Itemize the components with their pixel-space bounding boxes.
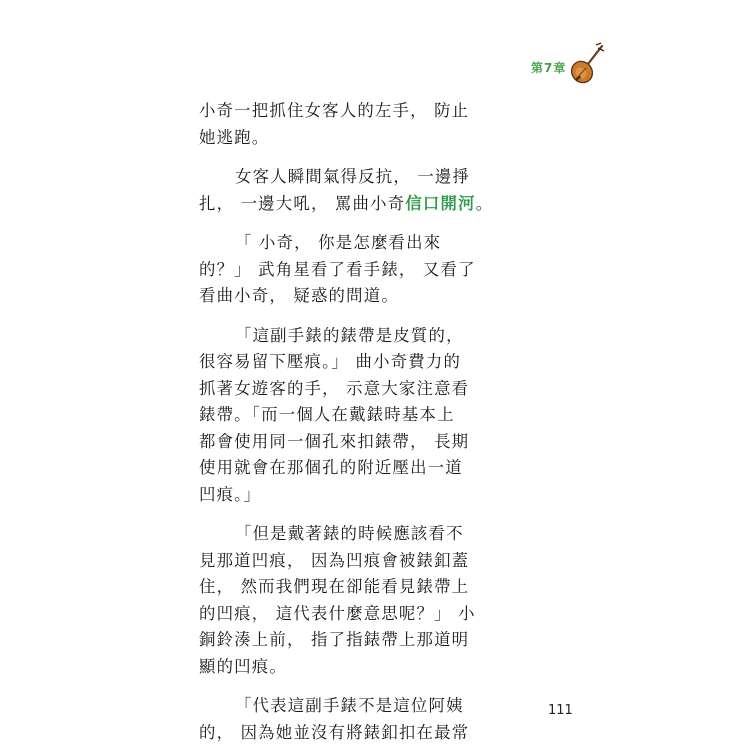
paragraph	[199, 230, 579, 310]
text-line: 的， 因為她並沒有將錶釦扣在最常	[199, 722, 470, 742]
text-line: 顯的凹痕。	[199, 656, 287, 676]
text-line: 使用就會在那個孔的附近壓出一道	[199, 458, 463, 477]
text-line: 很容易留下壓痕。」 曲小奇費力的	[199, 352, 462, 371]
text-line: 錶帶。「而一個人在戴錶時基本上	[199, 405, 455, 424]
paragraph	[199, 98, 579, 151]
text-line: 銅鈴湊上前， 指了指錶帶上那道明	[199, 630, 470, 649]
text-line: 「這副手錶的錶帶是皮質的，	[235, 325, 464, 345]
text-line: 女客人瞬間氣得反抗， 一邊掙	[235, 167, 471, 186]
text-line: 的？」 武角星看了看手錶， 又看了	[199, 259, 476, 279]
paragraph	[199, 164, 579, 217]
text-line: 「 小奇， 你是怎麼看出來	[235, 233, 442, 252]
text-line: 住， 然而我們現在卻能看見錶帶上	[199, 577, 470, 596]
text-line: 看曲小奇， 疑惑的問道。	[199, 286, 399, 305]
text-line: 抓著女遊客的手， 示意大家注意看	[199, 378, 470, 398]
paragraph	[199, 693, 579, 746]
text-line: 「但是戴著錶的時候應該看不	[235, 524, 464, 543]
chapter-tab: 第7章	[531, 61, 567, 75]
text-line: 的凹痕， 這代表什麼意思呢？」 小	[199, 603, 476, 623]
text-line: 她逃跑。	[199, 127, 270, 147]
paragraph	[199, 521, 579, 680]
story-text	[199, 98, 579, 746]
text-segment: 扎， 一邊大吼， 罵曲小奇	[199, 193, 406, 213]
highlighted-idiom: 信口開河	[405, 193, 476, 213]
text-line	[199, 191, 579, 218]
text-line: 「代表這副手錶不是這位阿姨	[235, 696, 464, 715]
text-line: 凹痕。」	[199, 484, 262, 504]
text-line: 都會使用同一個孔來扣錶帶， 長期	[199, 431, 470, 451]
paragraph	[199, 323, 579, 509]
text-segment: 。	[475, 193, 494, 213]
pipa-instrument-icon	[568, 42, 608, 86]
page-number: 111	[548, 703, 573, 718]
text-line: 見那道凹痕， 因為凹痕會被錶釦蓋	[199, 550, 470, 570]
text-line: 小奇一把抓住女客人的左手， 防止	[199, 101, 470, 120]
